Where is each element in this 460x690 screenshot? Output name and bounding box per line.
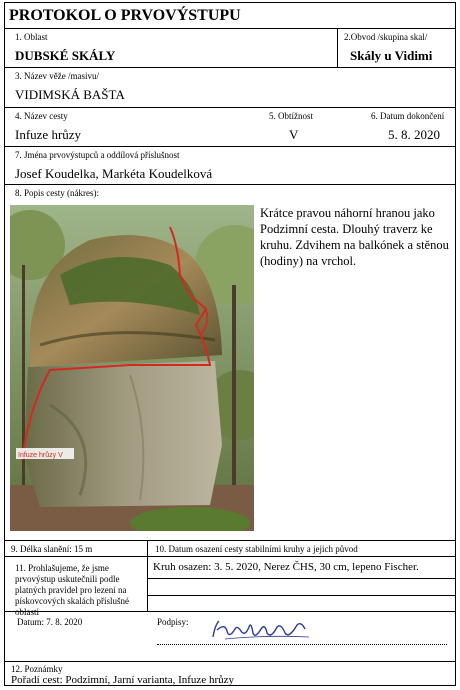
area-label: 1. Oblast bbox=[15, 32, 48, 42]
divider bbox=[147, 578, 455, 579]
first-ascent-protocol-form bbox=[4, 2, 456, 686]
divider bbox=[5, 661, 455, 662]
route-name-value: Infuze hrůzy bbox=[15, 127, 82, 142]
notes-label: 12. Poznámky bbox=[11, 664, 63, 674]
tower-value: VIDIMSKÁ BAŠTA bbox=[15, 87, 125, 102]
divider bbox=[5, 67, 455, 68]
climbers-label: 7. Jména prvovýstupců a oddílová příslušnost bbox=[15, 150, 180, 160]
completion-date-label: 6. Datum dokončení bbox=[371, 111, 445, 121]
route-photo-caption: Infuze hrůzy V bbox=[18, 452, 63, 459]
grade-value: V bbox=[289, 127, 299, 142]
signature-image bbox=[205, 617, 315, 643]
bolt-date-value: Kruh osazen: 3. 5. 2020, Nerez ČHS, 30 cm, lepeno Fischer. bbox=[153, 561, 419, 573]
route-photo bbox=[10, 205, 254, 531]
notes-value: Pořadí cest: Podzimní, Jarní varianta, Infuze hrůzy bbox=[11, 674, 234, 686]
divider bbox=[5, 184, 455, 185]
divider bbox=[147, 540, 148, 611]
route-description-label: 8. Popis cesty (nákres): bbox=[15, 188, 99, 198]
route-name-label: 4. Název cesty bbox=[15, 111, 68, 121]
page-title: PROTOKOL O PRVOVÝSTUPU bbox=[9, 7, 241, 24]
date-label: Datum: 7. 8. 2020 bbox=[17, 617, 83, 627]
divider bbox=[5, 556, 455, 557]
district-value: Skály u Vidimi bbox=[350, 48, 433, 63]
bolt-date-label: 10. Datum osazení cesty stabilními kruhy a jejich původ bbox=[155, 544, 358, 554]
divider bbox=[147, 595, 455, 596]
route-description-text: Krátce pravou náhorní hranou jako Podzimní cesta. Dlouhý traverz ke kruhu. Zdvihem na balkónek a stěnou (hodiny) na vrchol. bbox=[260, 206, 449, 268]
grade-label: 5. Obtížnost bbox=[269, 111, 313, 121]
divider bbox=[5, 540, 455, 541]
signature-line bbox=[157, 644, 447, 645]
divider bbox=[5, 146, 455, 147]
completion-date-value: 5. 8. 2020 bbox=[388, 127, 440, 142]
declaration-text: 11. Prohlašujeme, že jsme prvovýstup uskutečnili podle platných pravidel pro lezení na pískovcových skalách příslušné oblasti bbox=[15, 563, 129, 617]
climbers-value: Josef Koudelka, Markéta Koudelková bbox=[15, 166, 213, 181]
divider bbox=[5, 28, 455, 29]
signatures-label: Podpisy: bbox=[157, 617, 189, 627]
divider bbox=[5, 107, 455, 108]
tower-label: 3. Název věže /masivu/ bbox=[15, 71, 99, 81]
divider bbox=[337, 28, 338, 67]
rappel-length-label: 9. Délka slanění: 15 m bbox=[11, 544, 93, 554]
district-label: 2.Obvod /skupina skal/ bbox=[344, 32, 428, 42]
area-value: DUBSKÉ SKÁLY bbox=[15, 48, 116, 63]
